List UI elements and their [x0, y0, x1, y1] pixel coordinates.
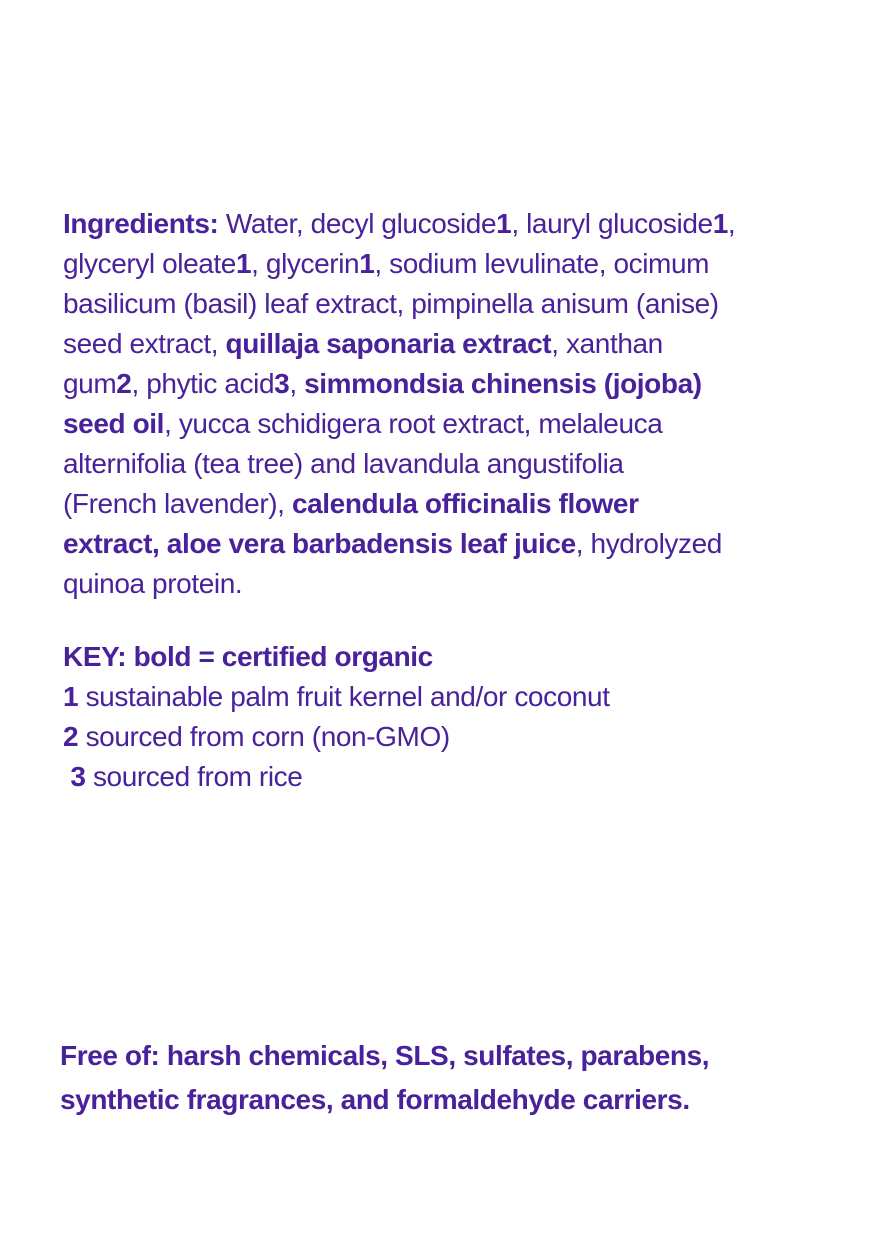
- bold-text-segment: 1: [496, 208, 512, 239]
- text-segment: seed extract,: [63, 328, 226, 359]
- text-line: [63, 364, 735, 404]
- bold-text-segment: simmondsia chinensis (jojoba): [304, 368, 702, 399]
- free-of-statement: [60, 1034, 709, 1122]
- text-line: [63, 444, 735, 484]
- bold-text-segment: 2: [63, 721, 79, 752]
- text-segment: ,: [727, 208, 736, 239]
- text-line: [63, 637, 610, 677]
- bold-text-segment: KEY: bold = certified organic: [63, 641, 433, 672]
- text-line: [63, 524, 735, 564]
- bold-text-segment: 3: [274, 368, 290, 399]
- text-segment: , glycerin: [251, 248, 360, 279]
- bold-text-segment: calendula officinalis flower: [291, 488, 639, 519]
- text-segment: basilicum (basil) leaf extract, pimpinella anisum (anise): [63, 288, 719, 319]
- key-legend: [63, 637, 610, 797]
- text-segment: alternifolia (tea tree) and lavandula angustifolia: [63, 448, 624, 479]
- text-line: [63, 717, 610, 757]
- text-segment: , yucca schidigera root extract, melaleuca: [164, 408, 663, 439]
- text-line: [63, 284, 735, 324]
- text-segment: gum: [63, 368, 117, 399]
- text-line: [63, 564, 735, 604]
- bold-text-segment: synthetic fragrances, and formaldehyde carriers.: [60, 1084, 690, 1115]
- text-segment: , hydrolyzed: [575, 528, 722, 559]
- text-segment: Water, decyl glucoside: [225, 208, 497, 239]
- bold-text-segment: 1: [712, 208, 728, 239]
- text-line: [63, 677, 610, 717]
- ingredients-paragraph: [63, 204, 735, 604]
- text-line: [63, 404, 735, 444]
- text-segment: quinoa protein.: [63, 568, 243, 599]
- bold-text-segment: Free of: harsh chemicals, SLS, sulfates, parabens,: [60, 1040, 710, 1071]
- text-segment: , phytic acid: [131, 368, 275, 399]
- bold-text-segment: 1: [235, 248, 252, 279]
- text-line: [63, 484, 735, 524]
- text-segment: glyceryl oleate: [63, 248, 236, 279]
- text-segment: , lauryl glucoside: [511, 208, 713, 239]
- bold-text-segment: 3: [63, 761, 86, 792]
- text-line: [63, 204, 735, 244]
- bold-text-segment: 2: [116, 368, 132, 399]
- bold-text-segment: 1: [63, 681, 79, 712]
- text-line: [63, 757, 610, 797]
- bold-text-segment: 1: [359, 248, 375, 279]
- text-line: [63, 244, 735, 284]
- text-line: [63, 324, 735, 364]
- bold-text-segment: quillaja saponaria extract: [225, 328, 552, 359]
- text-segment: ,: [289, 368, 305, 399]
- text-segment: sourced from rice: [85, 761, 303, 792]
- text-segment: (French lavender),: [63, 488, 292, 519]
- text-segment: , xanthan: [551, 328, 663, 359]
- text-segment: sustainable palm fruit kernel and/or coconut: [78, 681, 610, 712]
- bold-text-segment: seed oil: [63, 408, 165, 439]
- text-segment: sourced from corn (non-GMO): [78, 721, 450, 752]
- bold-text-segment: Ingredients:: [63, 208, 226, 239]
- bold-text-segment: extract, aloe vera barbadensis leaf juice: [63, 528, 576, 559]
- text-line: [60, 1078, 709, 1122]
- text-line: [60, 1034, 709, 1078]
- text-segment: , sodium levulinate, ocimum: [374, 248, 710, 279]
